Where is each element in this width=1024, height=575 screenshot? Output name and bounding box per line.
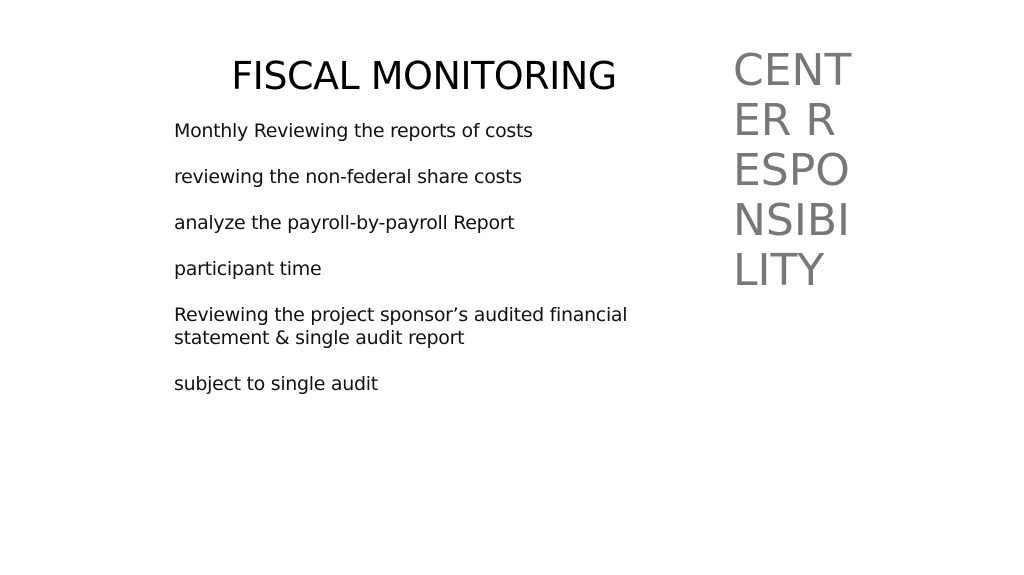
slide-title: FISCAL MONITORING [231, 54, 617, 98]
bullet-item: reviewing the non-federal share costs [174, 166, 522, 188]
bullet-list [174, 120, 694, 419]
bullet-item: participant time [174, 258, 322, 280]
bullet-item: Monthly Reviewing the reports of costs [174, 120, 533, 142]
bullet-item: subject to single audit [174, 373, 378, 395]
bullet-item: analyze the payroll-by-payroll Report [174, 212, 515, 234]
bullet-item: Reviewing the project sponsor’s audited financial statement & single audit report [174, 304, 628, 349]
side-heading: CENTER RESPONSIBILITY [733, 45, 852, 296]
